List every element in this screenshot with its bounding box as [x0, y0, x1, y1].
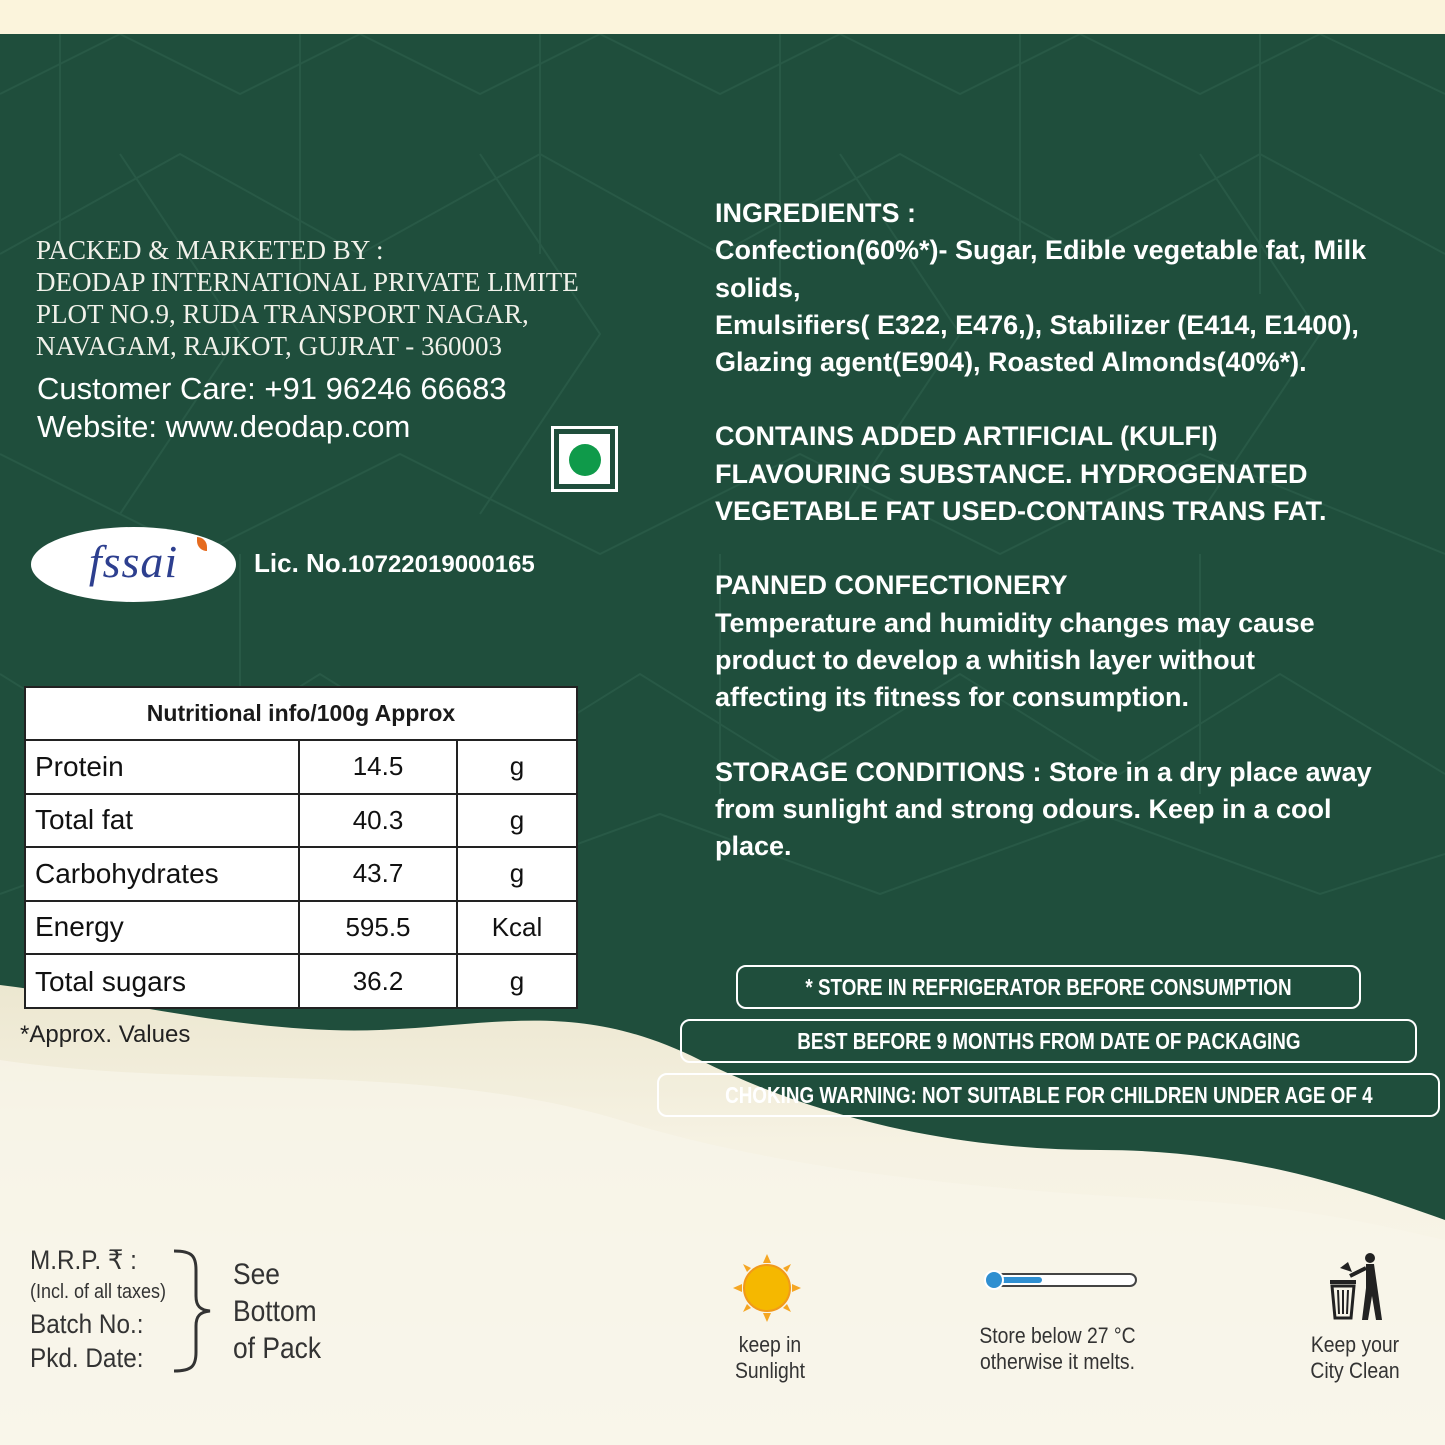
- veg-symbol-icon: [551, 426, 618, 492]
- packer-address: [36, 234, 579, 362]
- thermometer-caption-line: otherwise it melts.: [980, 1349, 1135, 1374]
- choking-warning: [657, 1073, 1440, 1117]
- nutrition-table: [24, 686, 578, 1009]
- table-row: [26, 902, 576, 956]
- panned-section: [715, 567, 1435, 716]
- see-bottom-note: [233, 1256, 333, 1367]
- approx-footnote: *Approx. Values: [20, 1021, 191, 1048]
- refrigerator-notice-text: * STORE IN REFRIGERATOR BEFORE CONSUMPTION: [805, 973, 1292, 1000]
- panned-line: affecting its fitness for consumption.: [715, 682, 1190, 713]
- nutrient-unit: g: [509, 966, 525, 997]
- contact-info: [37, 370, 507, 446]
- best-before-notice-text: BEST BEFORE 9 MONTHS FROM DATE OF PACKAGING: [796, 1027, 1301, 1054]
- sun-icon: [733, 1254, 801, 1322]
- panned-line: product to develop a whitish layer without: [715, 644, 1256, 675]
- refrigerator-notice: [736, 965, 1361, 1009]
- nutrient-name: Total sugars: [26, 955, 300, 1009]
- license-number: [254, 548, 535, 579]
- fssai-logo-text: fssai: [88, 536, 179, 587]
- packer-line: PLOT NO.9, RUDA TRANSPORT NAGAR,: [36, 299, 529, 329]
- packer-line: NAVAGAM, RAJKOT, GUJRAT - 360003: [36, 331, 503, 361]
- trash-bin-icon: [1326, 1252, 1384, 1322]
- customer-care: Customer Care: +91 96246 66683: [37, 371, 507, 406]
- ingredients-title: INGREDIENTS :: [715, 198, 917, 228]
- nutrient-unit: g: [509, 804, 525, 835]
- bin-caption-line: City Clean: [1310, 1358, 1400, 1383]
- ingredients-line: Confection(60%*)- Sugar, Edible vegetable fat, Milk: [715, 235, 1367, 266]
- license-label: Lic. No.: [254, 548, 348, 578]
- nutrient-value: 14.5: [300, 741, 458, 793]
- nutrient-unit: g: [509, 858, 525, 889]
- packer-line: PACKED & MARKETED BY :: [36, 235, 384, 265]
- contains-section: [715, 418, 1435, 530]
- panned-line: Temperature and humidity changes may cause: [715, 607, 1315, 638]
- table-row: [26, 955, 576, 1009]
- curly-brace-icon: [170, 1248, 220, 1374]
- ingredients-line: Glazing agent(E904), Roasted Almonds(40%*).: [715, 347, 1307, 378]
- storage-line: place.: [715, 831, 792, 862]
- panned-line: PANNED CONFECTIONERY: [715, 570, 1068, 601]
- sun-caption-line: Sunlight: [735, 1358, 805, 1383]
- sun-caption: [710, 1332, 830, 1384]
- nutrient-name: Carbohydrates: [26, 848, 300, 900]
- mrp-label: M.R.P. ₹ :: [30, 1245, 137, 1275]
- nutrient-value: 40.3: [300, 795, 458, 847]
- veg-symbol-frame: [559, 434, 610, 484]
- fssai-logo: [31, 527, 236, 602]
- see-line: See: [233, 1258, 280, 1291]
- pack-details: [30, 1243, 181, 1375]
- nutrition-title: Nutritional info/100g Approx: [26, 688, 576, 741]
- ingredients-line: solids,: [715, 272, 801, 303]
- contains-line: FLAVOURING SUBSTANCE. HYDROGENATED: [715, 458, 1308, 489]
- table-row: [26, 795, 576, 849]
- nutrient-value: 595.5: [300, 902, 458, 954]
- sun-caption-line: keep in: [738, 1332, 802, 1357]
- license-value: 10722019000165: [347, 551, 535, 578]
- storage-section: [715, 754, 1435, 866]
- batch-label: Batch No.:: [30, 1309, 144, 1339]
- best-before-notice: [680, 1019, 1417, 1063]
- nutrient-name: Energy: [26, 902, 300, 954]
- nutrient-value: 43.7: [300, 848, 458, 900]
- see-line: of Pack: [233, 1332, 322, 1365]
- nutrient-value: 36.2: [300, 955, 458, 1009]
- see-line: Bottom: [233, 1295, 317, 1328]
- nutrient-unit: g: [509, 751, 525, 782]
- mrp-subtext: (Incl. of all taxes): [30, 1281, 167, 1303]
- storage-line: from sunlight and strong odours. Keep in a cool: [715, 793, 1332, 824]
- thermometer-caption-line: Store below 27 °C: [979, 1323, 1136, 1348]
- ingredients-section: [715, 195, 1435, 381]
- choking-warning-text: CHOKING WARNING: NOT SUITABLE FOR CHILDREN UNDER AGE OF 4: [724, 1081, 1373, 1108]
- bin-caption: [1295, 1332, 1415, 1384]
- nutrient-name: Total fat: [26, 795, 300, 847]
- thermometer-icon: [980, 1266, 1140, 1294]
- table-row: [26, 848, 576, 902]
- product-info: [715, 195, 1435, 865]
- ingredients-line: Emulsifiers( E322, E476,), Stabilizer (E414, E1400),: [715, 309, 1359, 340]
- bin-caption-line: Keep your: [1310, 1332, 1400, 1357]
- contains-line: CONTAINS ADDED ARTIFICIAL (KULFI): [715, 421, 1218, 452]
- thermometer-caption: [960, 1323, 1155, 1375]
- table-row: [26, 741, 576, 795]
- contains-line: VEGETABLE FAT USED-CONTAINS TRANS FAT.: [715, 496, 1327, 527]
- veg-symbol-dot: [569, 444, 601, 476]
- nutrient-unit: Kcal: [491, 911, 543, 942]
- nutrient-name: Protein: [26, 741, 300, 793]
- website: Website: www.deodap.com: [37, 409, 411, 444]
- storage-line: STORAGE CONDITIONS : Store in a dry place away: [715, 756, 1372, 787]
- packer-line: DEODAP INTERNATIONAL PRIVATE LIMITE: [36, 267, 579, 297]
- pkd-date-label: Pkd. Date:: [30, 1343, 144, 1373]
